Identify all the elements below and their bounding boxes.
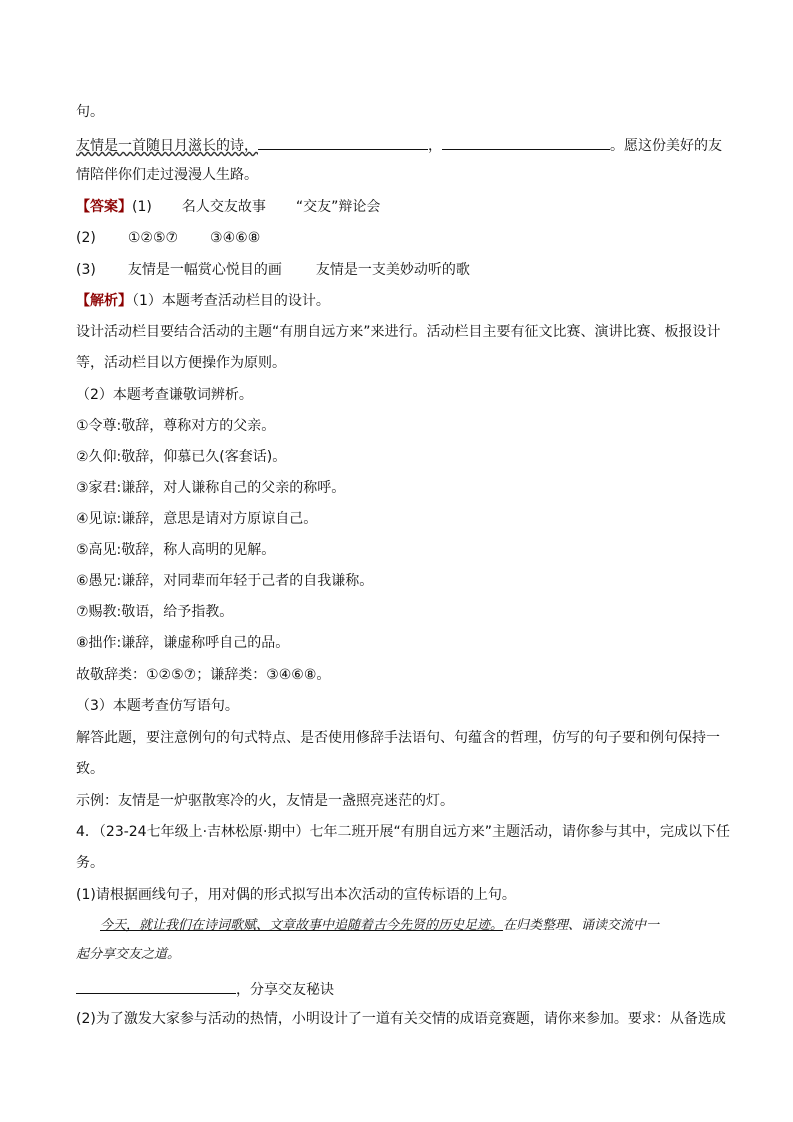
text-line — [76, 854, 104, 872]
answer-number: (3) — [76, 262, 96, 278]
text-span: 在归类整理、诵读交流中一 — [503, 918, 660, 933]
quoted-passage-cont — [76, 946, 180, 964]
analysis-label: 【解析】 — [76, 293, 132, 309]
answer-text: “交友”辩论会 — [295, 199, 381, 215]
list-item — [76, 572, 373, 590]
answer-line-2 — [76, 229, 260, 247]
answer-text: ③④⑥⑧ — [210, 230, 261, 246]
underlined-sentence: 今天，就让我们在诗词歌赋、文章故事中追随着古今先贤的历史足迹。 — [100, 918, 504, 933]
text-span: (1)请根据画线句子，用对偶的形式拟写出本次活动的宣传标语的上句。 — [76, 887, 516, 903]
text-span: ，分享交友秘诀 — [236, 982, 334, 998]
text-span: 。愿这份美好的友 — [610, 138, 722, 154]
text-line — [76, 354, 286, 372]
blank-line — [258, 135, 428, 150]
answer-line-1 — [76, 198, 380, 216]
question-4-title — [76, 823, 730, 841]
quoted-passage — [100, 917, 659, 935]
text-span: ⑤高见:敬辞，称人高明的见解。 — [76, 542, 276, 558]
text-span: 致。 — [76, 761, 104, 777]
text-span: ， — [428, 138, 442, 154]
text-span: (2)为了激发大家参与活动的热情，小明设计了一道有关交情的成语竞赛题，请你来参加。要求：从备选成 — [76, 1011, 726, 1027]
text-span: ①令尊:敬辞，尊称对方的父亲。 — [76, 418, 276, 434]
text-line — [76, 760, 104, 778]
list-item — [76, 417, 275, 435]
list-item — [76, 448, 286, 466]
text-span: 句。 — [76, 104, 104, 120]
blank-line — [76, 979, 236, 994]
list-item — [76, 603, 233, 621]
text-span: 示例：友情是一炉驱散寒冷的火，友情是一盏照亮迷茫的灯。 — [76, 793, 454, 809]
text-span: ⑧拙作:谦辞，谦虚称呼自己的品。 — [76, 635, 290, 651]
list-item — [76, 541, 275, 559]
answer-text: 友情是一支美妙动听的歌 — [315, 262, 470, 278]
text-span: ②久仰:敬辞，仰慕已久(客套话)。 — [76, 449, 287, 465]
sub-question-2 — [76, 1010, 726, 1028]
text-span: 等，活动栏目以方便操作为原则。 — [76, 355, 286, 371]
text-span: ③家君:谦辞，对人谦称自己的父亲的称呼。 — [76, 480, 346, 496]
text-line — [76, 729, 720, 747]
text-span: ④见谅:谦辞，意思是请对方原谅自己。 — [76, 511, 318, 527]
blank-line — [442, 135, 610, 150]
answer-text: 名人交友故事 — [181, 199, 266, 215]
answer-number: (1) — [132, 199, 152, 215]
answer-label: 【答案】 — [76, 199, 132, 215]
list-item — [76, 479, 345, 497]
text-span: ⑦赐教:敬语，给予指教。 — [76, 604, 234, 620]
text-span: 情陪伴你们走过漫漫人生路。 — [76, 167, 258, 183]
text-line-blanks — [76, 135, 722, 155]
text-span: 解答此题，要注意例句的句式特点、是否使用修辞手法语句、句蕴含的哲理，仿写的句子要和例句保持一 — [76, 730, 720, 746]
list-item — [76, 510, 317, 528]
text-span: 4．（23-24七年级上·吉林松原·期中）七年二班开展“有朋自远方来”主题活动，请你参与其中，完成以下任 — [76, 824, 730, 840]
text-span: （1）本题考查活动栏目的设计。 — [132, 293, 330, 309]
text-line — [76, 386, 253, 404]
text-span: 务。 — [76, 855, 104, 871]
text-span: （2）本题考查谦敬词辨析。 — [76, 387, 253, 403]
answer-text: ①②⑤⑦ — [127, 230, 179, 246]
answer-blank-line — [76, 979, 334, 999]
text-line — [76, 323, 721, 341]
answer-line-3 — [76, 261, 470, 279]
text-span: ⑥愚兄:谦辞，对同辈而年轻于己者的自我谦称。 — [76, 573, 374, 589]
answer-text: 友情是一幅赏心悦目的画 — [127, 262, 282, 278]
analysis-line — [76, 292, 330, 310]
text-line — [76, 103, 104, 121]
text-line — [76, 666, 330, 684]
text-span: 起分享交友之道。 — [76, 947, 181, 962]
text-line — [76, 792, 454, 810]
text-span: 设计活动栏目要结合活动的主题“有朋自远方来”来进行。活动栏目主要有征文比赛、演讲比赛、板报设计 — [76, 324, 721, 340]
answer-number: (2) — [76, 230, 96, 246]
text-line — [76, 697, 239, 715]
text-span: （3）本题考查仿写语句。 — [76, 698, 239, 714]
wavy-underlined-text: 友情是一首随日月滋长的诗， — [76, 138, 258, 154]
sub-question-1 — [76, 886, 516, 904]
text-span: 故敬辞类：①②⑤⑦；谦辞类：③④⑥⑧。 — [76, 667, 331, 683]
list-item — [76, 634, 289, 652]
text-line — [76, 166, 258, 184]
